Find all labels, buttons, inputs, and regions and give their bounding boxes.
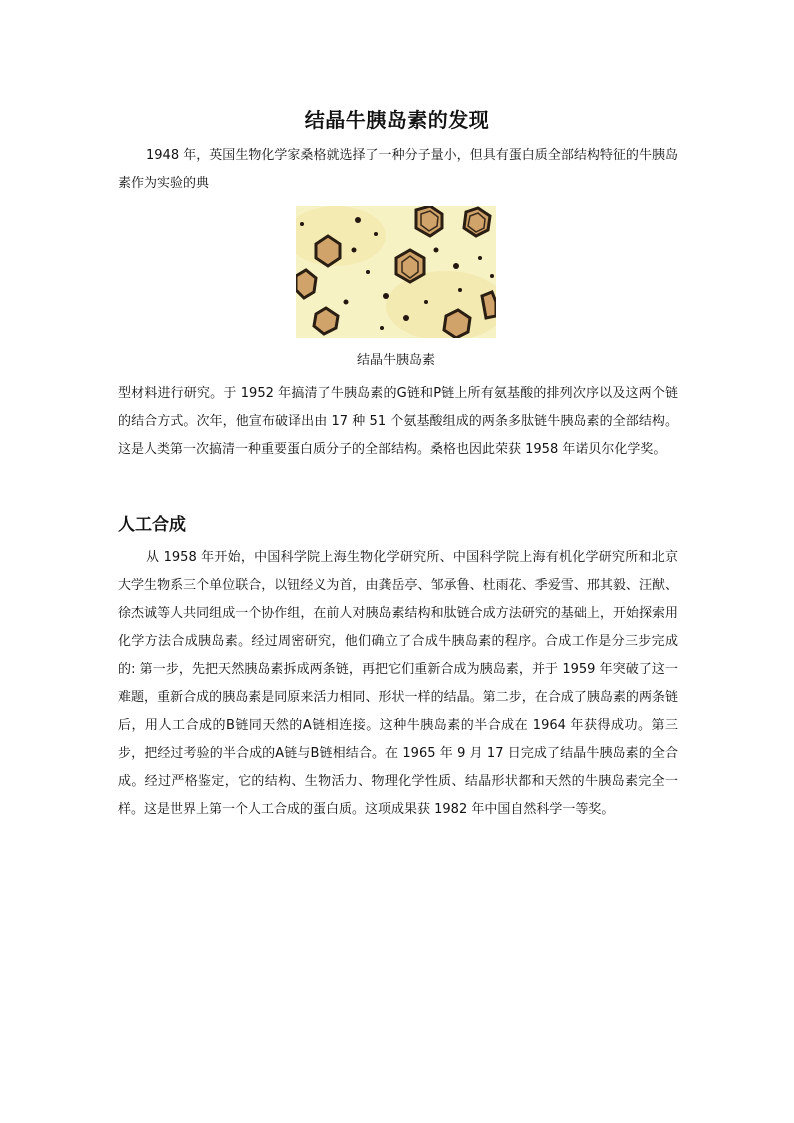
continued-paragraph: 型材料进行研究。于 1952 年搞清了牛胰岛素的G链和P链上所有氨基酸的排列次序以及这两个链的结合方式。次年，他宣布破译出由 17 种 51 个氨基酸组成的两条多肽链牛胰岛素的全部结构。这是人类第一次搞清一种重要蛋白质分子的全部结构。桑格也因此荣获 1958 年诺贝尔化学奖。	[118, 386, 678, 457]
intro-paragraph: 1948 年，英国生物化学家桑格就选择了一种分子量小，但具有蛋白质全部结构特征的牛胰岛素作为实验的典	[118, 148, 678, 191]
page-title: 结晶牛胰岛素的发现	[304, 108, 490, 132]
synthesis-paragraph: 从 1958 年开始，中国科学院上海生物化学研究所、中国科学院上海有机化学研究所和北京大学生物系三个单位联合，以钮经义为首，由龚岳亭、邹承鲁、杜雨花、季爱雪、邢其毅、汪猷、徐杰诚等人共同组成一个协作组，在前人对胰岛素结构和肽链合成方法研究的基础上，开始探索用化学方法合成胰岛素。经过周密研究，他们确立了合成牛胰岛素的程序。合成工作是分三步完成的: 第一步，先把天然胰岛素拆成两条链，再把它们重新合成为胰岛素，并于 1959 年突破了这一难题，重新合成的胰岛素是同原来活力相同、形状一样的结晶。第二步，在合成了胰岛素的两条链后，用人工合成的B链同天然的A链相连接。这种牛胰岛素的半合成在 1964 年获得成功。第三步，把经过考验的半合成的A链与B链相结合。在 1965 年 9 月 17 日完成了结晶牛胰岛素的全合成。经过严格鉴定，它的结构、生物活力、物理化学性质、结晶形状都和天然的牛胰岛素完全一样。这是世界上第一个人工合成的蛋白质。这项成果获 1982 年中国自然科学一等奖。	[118, 550, 678, 817]
section-heading: 人工合成	[118, 515, 186, 535]
figure-caption: 结晶牛胰岛素	[356, 353, 435, 368]
crystal-illustration	[296, 206, 496, 338]
insulin-crystal-photo	[296, 206, 496, 338]
